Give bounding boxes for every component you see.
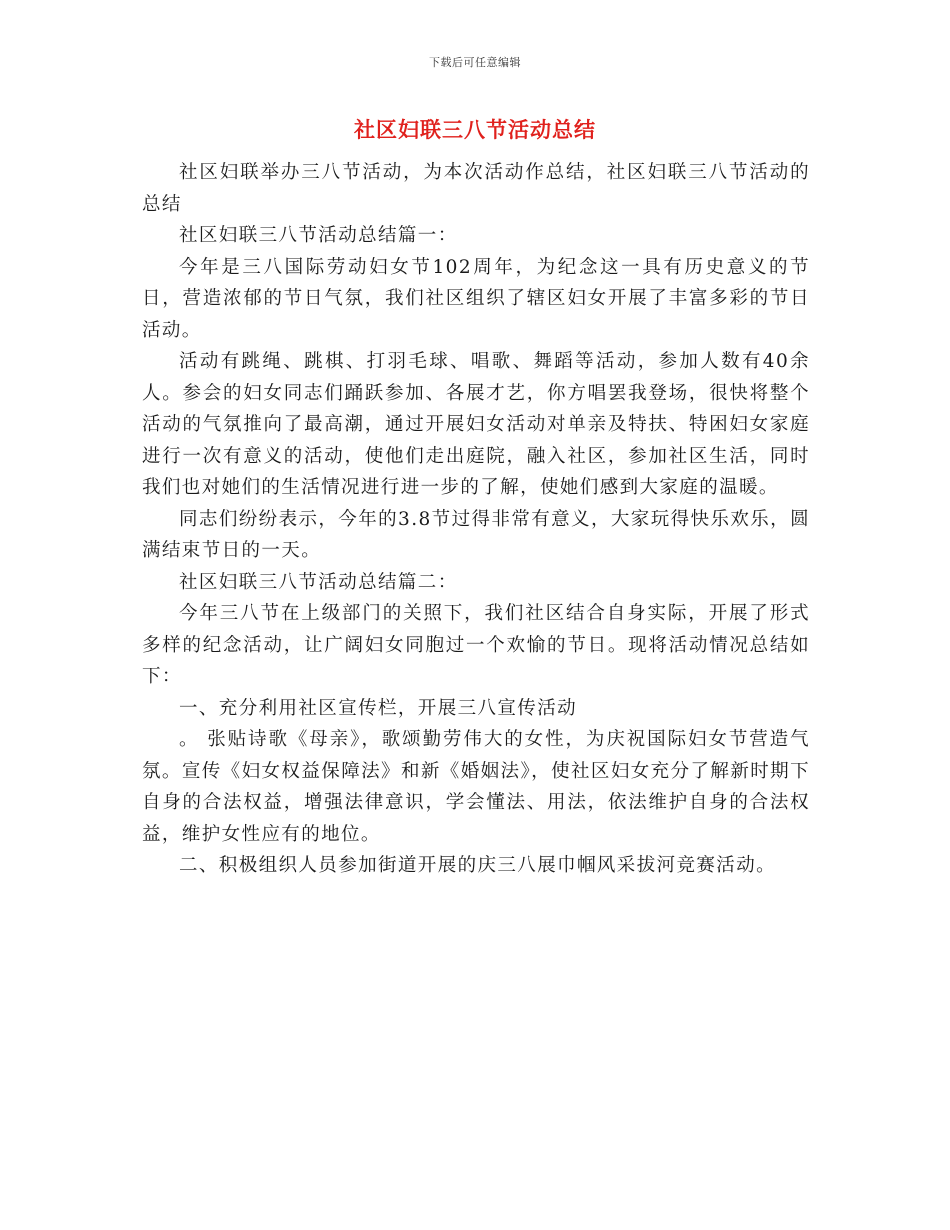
- paragraph: 社区妇联三八节活动总结篇二：: [179, 571, 458, 593]
- paragraph: 同志们纷纷表示，今年的3.8节过得非常有意义，大家玩得快乐欢乐，圆满结束节日的一天。: [142, 508, 810, 561]
- paragraph: 一、充分利用社区宣传栏，开展三八宣传活动: [179, 697, 578, 719]
- paragraph: 今年是三八国际劳动妇女节102周年，为纪念这一具有历史意义的节日，营造浓郁的节日气氛，我们社区组织了辖区妇女开展了丰富多彩的节日活动。: [142, 256, 810, 341]
- paragraph: 二、积极组织人员参加街道开展的庆三八展巾帼风采拔河竞赛活动。: [179, 855, 777, 876]
- paragraph: 社区妇联三八节活动总结篇一：: [179, 225, 458, 246]
- document-body: [142, 157, 810, 882]
- document-title: 社区妇联三八节活动总结: [354, 117, 596, 142]
- header-note: 下载后可任意编辑: [429, 56, 521, 69]
- paragraph: 。 张贴诗歌《母亲》，歌颂勤劳伟大的女性，为庆祝国际妇女节营造气氛。宣传《妇女权益保障法》和新《婚姻法》，使社区妇女充分了解新时期下自身的合法权益，增强法律意识，学会懂法、用法，依法维护自身的合法权益，维护女性应有的地位。: [142, 729, 810, 845]
- paragraph: 社区妇联举办三八节活动，为本次活动作总结，社区妇联三八节活动的总结: [142, 162, 810, 215]
- paragraph: 活动有跳绳、跳棋、打羽毛球、唱歌、舞蹈等活动，参加人数有40余人。参会的妇女同志们踊跃参加、各展才艺，你方唱罢我登场，很快将整个活动的气氛推向了最高潮，通过开展妇女活动对单亲及特扶、特困妇女家庭进行一次有意义的活动，使他们走出庭院，融入社区，参加社区生活，同时我们也对她们的生活情况进行进一步的了解，使她们感到大家庭的温暖。: [142, 351, 810, 498]
- paragraph: 今年三八节在上级部门的关照下，我们社区结合自身实际，开展了形式多样的纪念活动，让广阔妇女同胞过一个欢愉的节日。现将活动情况总结如下：: [142, 603, 810, 687]
